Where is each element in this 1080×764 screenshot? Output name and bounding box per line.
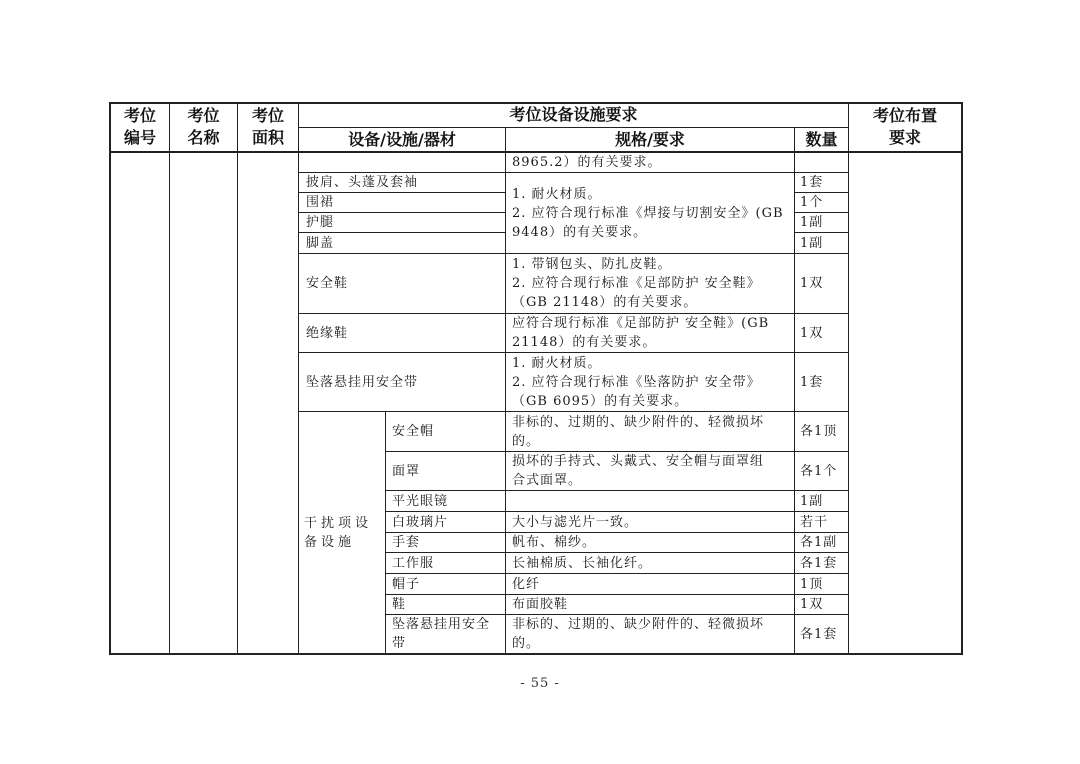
interference-item-spec: 大小与滤光片一致。 bbox=[512, 514, 639, 530]
qty-weiqun: 1个 bbox=[800, 195, 824, 210]
spec-anquanxie: 1. 带钢包头、防扎皮鞋。 2. 应符合现行标准《足部防护 安全鞋》 （GB 21148）的有关要求。 bbox=[512, 257, 761, 310]
interference-item-name: 平光眼镜 bbox=[392, 493, 449, 509]
interference-item-name: 帽子 bbox=[392, 576, 421, 592]
interference-item-name: 鞋 bbox=[392, 597, 407, 612]
interference-item-spec: 布面胶鞋 bbox=[512, 597, 569, 612]
item-jueyuanxie: 绝缘鞋 bbox=[306, 325, 349, 341]
interference-group-label: 干扰项设 备设施 bbox=[304, 516, 373, 550]
header-guige: 规格/要求 bbox=[615, 129, 685, 149]
interference-item-qty: 各1套 bbox=[800, 626, 838, 642]
interference-item-name: 面罩 bbox=[392, 463, 421, 479]
qty-hutui: 1副 bbox=[800, 215, 824, 230]
interference-item-name: 安全帽 bbox=[392, 424, 435, 439]
col-divider bbox=[794, 127, 795, 654]
item-anquanxie: 安全鞋 bbox=[306, 276, 349, 291]
qty-pijian: 1套 bbox=[800, 175, 824, 190]
col-divider bbox=[848, 102, 849, 654]
interference-item-name: 白玻璃片 bbox=[392, 514, 449, 530]
carry-spec: 8965.2）的有关要求。 bbox=[512, 155, 662, 170]
interference-item-qty: 各1套 bbox=[800, 555, 838, 571]
header-kaowei-bianhao: 考位 编号 bbox=[123, 106, 156, 147]
qty-anquanxie: 1双 bbox=[800, 276, 824, 291]
table-border-left bbox=[109, 102, 111, 655]
col-divider bbox=[169, 102, 170, 654]
interference-item-qty: 各1顶 bbox=[800, 424, 838, 439]
interference-item-spec: 损坏的手持式、头戴式、安全帽与面罩组 合式面罩。 bbox=[512, 454, 765, 488]
qty-jueyuanxie: 1双 bbox=[800, 325, 824, 341]
interference-item-name: 坠落悬挂用安全 带 bbox=[392, 617, 491, 651]
group1-spec: 1. 耐火材质。 2. 应符合现行标准《焊接与切割安全》(GB 9448）的有关要求。 bbox=[512, 186, 784, 240]
header-shebei: 设备/设施/器材 bbox=[348, 129, 456, 149]
col-divider bbox=[505, 127, 506, 654]
item-pijian: 披肩、头蓬及套袖 bbox=[306, 175, 419, 190]
header-sheshi-yaoqiu: 考位设备设施要求 bbox=[509, 105, 638, 124]
interference-item-qty: 若干 bbox=[800, 514, 829, 530]
header-buzhi-yaoqiu: 考位布置 要求 bbox=[872, 106, 937, 147]
interference-item-spec: 非标的、过期的、缺少附件的、轻微损坏 的。 bbox=[512, 617, 765, 651]
interference-item-name: 手套 bbox=[392, 535, 421, 550]
col-divider bbox=[237, 102, 238, 654]
item-zhuiluo: 坠落悬挂用安全带 bbox=[306, 374, 419, 390]
spec-zhuiluo: 1. 耐火材质。 2. 应符合现行标准《坠落防护 安全带》 （GB 6095）的有关要求。 bbox=[512, 355, 761, 409]
item-jiaogai: 脚盖 bbox=[306, 235, 335, 251]
interference-item-spec: 化纤 bbox=[512, 576, 541, 592]
item-weiqun: 围裙 bbox=[306, 195, 335, 210]
interference-item-spec: 非标的、过期的、缺少附件的、轻微损坏 的。 bbox=[512, 414, 765, 449]
interference-item-name: 工作服 bbox=[392, 555, 435, 571]
interference-item-qty: 1副 bbox=[800, 493, 824, 509]
qty-jiaogai: 1副 bbox=[800, 235, 824, 251]
interference-item-spec: 长袖棉质、长袖化纤。 bbox=[512, 555, 653, 571]
interference-item-qty: 1双 bbox=[800, 597, 824, 612]
interference-item-qty: 各1副 bbox=[800, 535, 838, 550]
interference-item-qty: 各1个 bbox=[800, 463, 838, 479]
table-border-right bbox=[961, 102, 963, 655]
spec-jueyuanxie: 应符合现行标准《足部防护 安全鞋》(GB 21148）的有关要求。 bbox=[512, 316, 770, 350]
col-divider bbox=[298, 102, 299, 654]
header-kaowei-mianji: 考位 面积 bbox=[251, 106, 284, 147]
interference-item-qty: 1顶 bbox=[800, 576, 824, 592]
header-shuliang: 数量 bbox=[805, 129, 838, 149]
qty-zhuiluo: 1套 bbox=[800, 374, 824, 390]
interference-item-spec: 帆布、棉纱。 bbox=[512, 535, 597, 550]
header-kaowei-mingcheng: 考位 名称 bbox=[187, 106, 220, 147]
item-hutui: 护腿 bbox=[306, 215, 335, 230]
page-number: - 55 - bbox=[520, 676, 560, 691]
